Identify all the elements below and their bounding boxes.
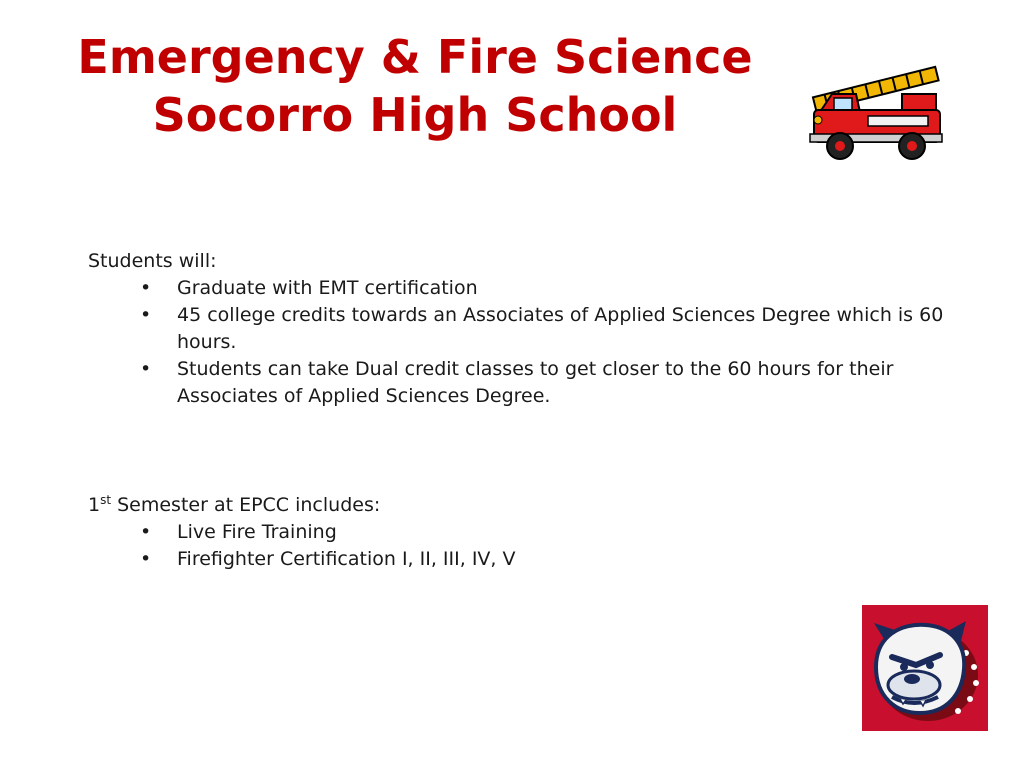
bullet-icon: • bbox=[140, 277, 152, 299]
bullet-icon: • bbox=[140, 304, 152, 326]
bullet-icon: • bbox=[140, 521, 152, 543]
bullet-text: Students can take Dual credit classes to get closer to the 60 hours for their Associates of Applied Sciences Degree. bbox=[177, 358, 894, 407]
list-item bbox=[88, 356, 968, 410]
title-line-2: Socorro High School bbox=[152, 88, 678, 142]
bullet-text: Firefighter Certification I, II, III, IV, V bbox=[177, 548, 516, 570]
bullet-text: Live Fire Training bbox=[177, 521, 337, 543]
list-item bbox=[88, 519, 968, 546]
heading-rest: Semester at EPCC includes: bbox=[111, 494, 381, 516]
bullet-text: Graduate with EMT certification bbox=[177, 277, 478, 299]
bulldog-mascot-icon bbox=[862, 605, 988, 731]
list-item bbox=[88, 546, 968, 573]
section-semester-heading bbox=[88, 492, 968, 519]
slide-title bbox=[40, 28, 790, 144]
fire-truck-icon bbox=[806, 64, 946, 164]
slide-body bbox=[88, 248, 968, 573]
bullet-icon: • bbox=[140, 548, 152, 570]
bullet-text: 45 college credits towards an Associates of Applied Sciences Degree which is 60 hours. bbox=[177, 304, 944, 353]
list-item bbox=[88, 302, 968, 356]
heading-superscript: st bbox=[100, 493, 112, 507]
list-item bbox=[88, 275, 968, 302]
semester-bullet-list bbox=[88, 519, 968, 573]
section-students-heading: Students will: bbox=[88, 250, 217, 272]
students-bullet-list bbox=[88, 275, 968, 410]
bullet-icon: • bbox=[140, 358, 152, 380]
title-line-1: Emergency & Fire Science bbox=[77, 30, 753, 84]
heading-number: 1 bbox=[88, 494, 101, 516]
